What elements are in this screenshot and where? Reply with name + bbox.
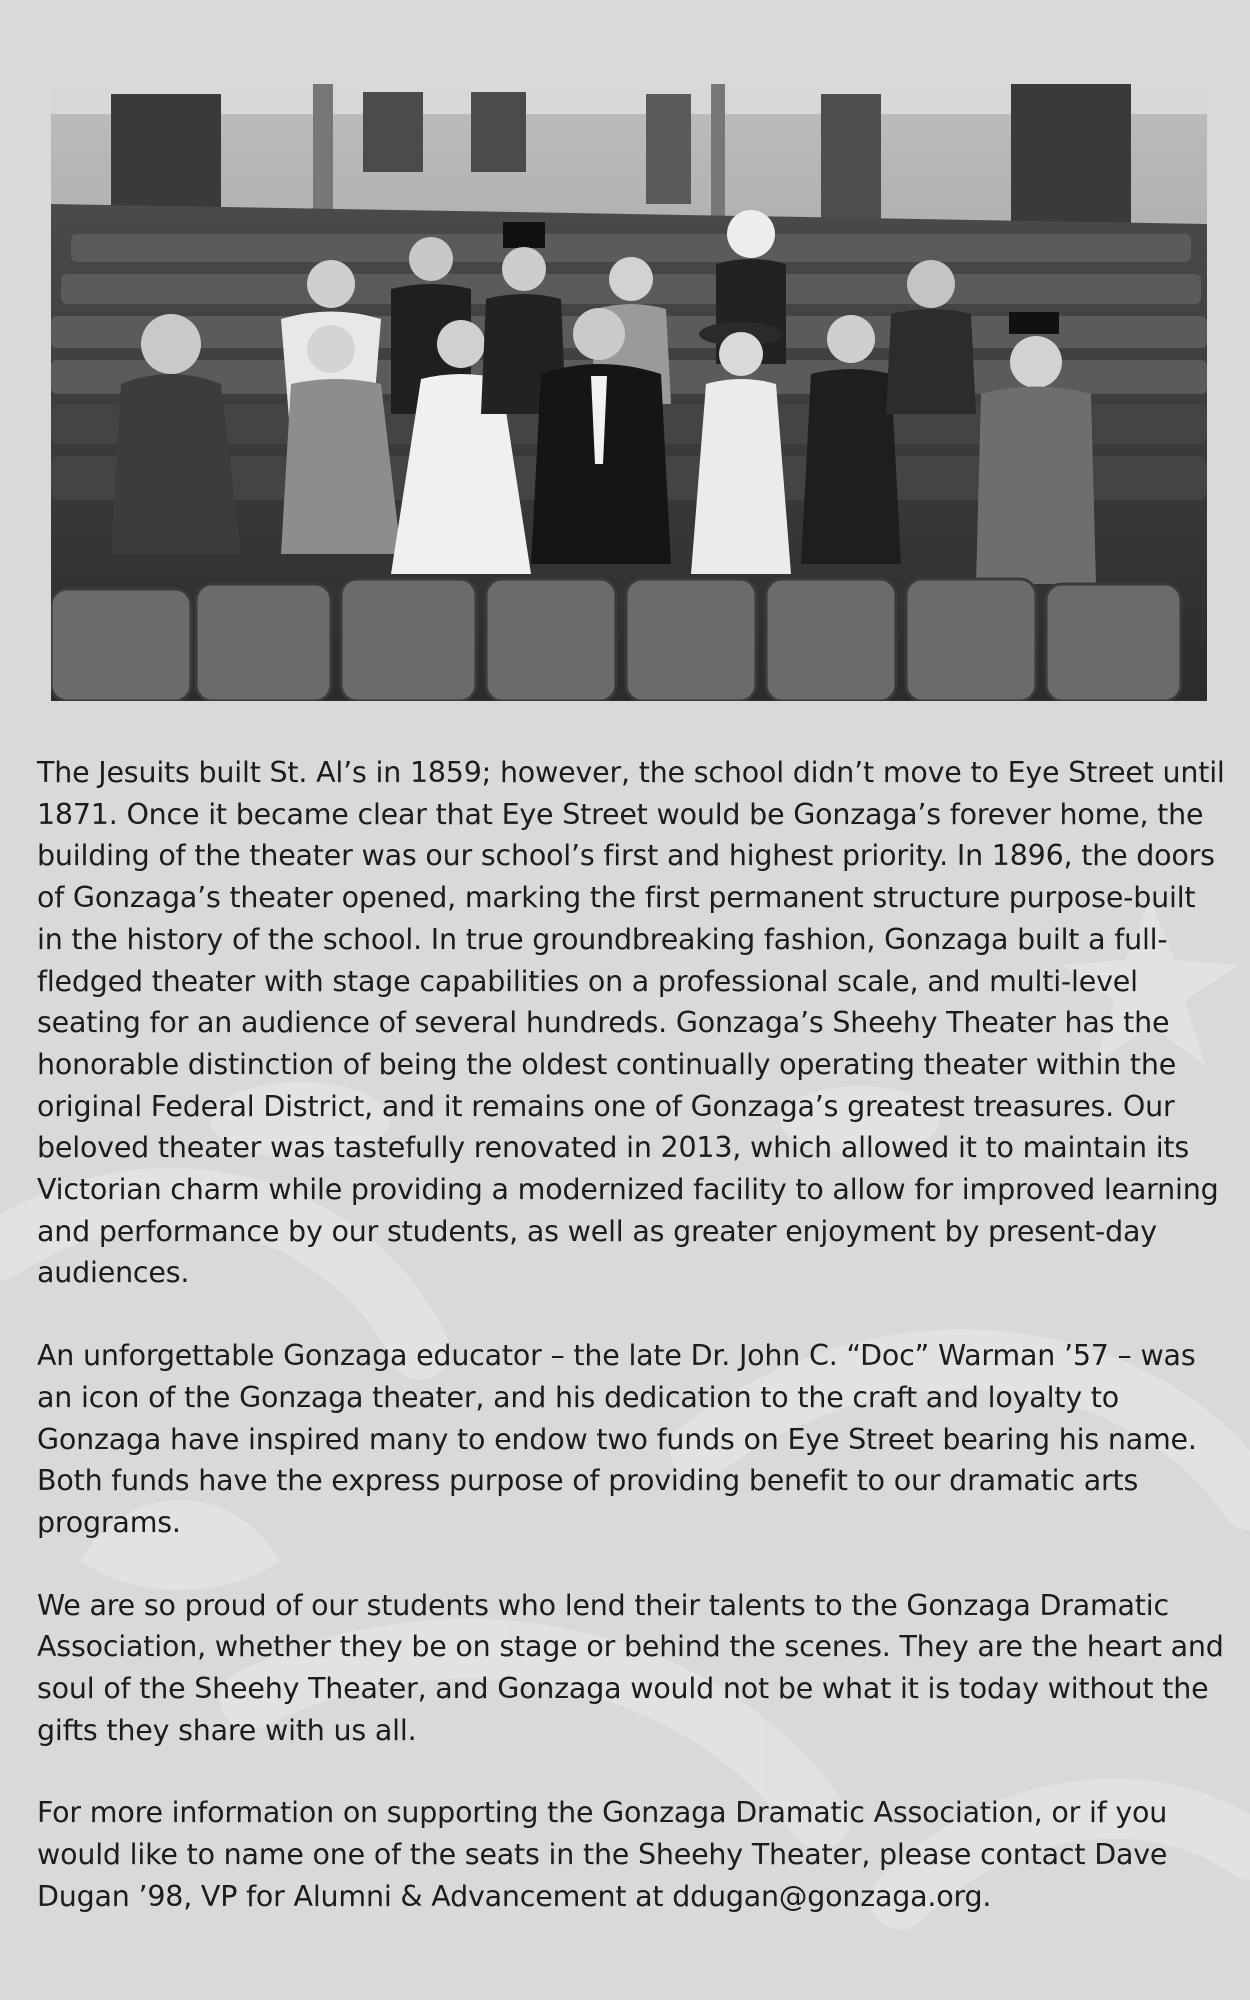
paragraph-students: We are so proud of our students who lend their talents to the Gonzaga Dramatic Association, whether they be on stage or behind the scenes. They are the heart and soul of the Sheehy Theater, and Gonzaga would not be what it is today without the gifts they share with us all. [37, 1588, 1224, 1747]
paragraph-contact: For more information on supporting the Gonzaga Dramatic Association, or if you would like to name one of the seats in the Sheehy Theater, please contact Dave Dugan ’98, VP for Alumni & Advancement at ddugan@gonzaga.org. [37, 1796, 1168, 1913]
paragraph-warman: An unforgettable Gonzaga educator – the late Dr. John C. “Doc” Warman ’57 – was an icon of the Gonzaga theater, and his dedication to the craft and loyalty to Gonzaga have inspired many to endow two funds on Eye Street bearing his name. Both funds have the express purpose of providing benefit to our dramatic arts programs. [37, 1339, 1197, 1539]
theater-group-photo [51, 84, 1207, 701]
paragraph-history: The Jesuits built St. Al’s in 1859; however, the school didn’t move to Eye Street until 1871. Once it became clear that Eye Street would be Gonzaga’s forever home, the building of the theater was our school’s first and highest priority. In 1896, the doors of Gonzaga’s theater opened, marking the first permanent structure purpose-built in the history of the school. In true groundbreaking fashion, Gonzaga built a full-fledged theater with stage capabilities on a professional scale, and multi-level seating for an audience of several hundreds. Gonzaga’s Sheehy Theater has the honorable distinction of being the oldest continually operating theater within the original Federal District, and it remains one of Gonzaga’s greatest treasures. Our beloved theater was tastefully renovated in 2013, which allowed it to maintain its Victorian charm while providing a modernized facility to allow for improved learning and performance by our students, as well as greater enjoyment by present-day audiences. [37, 756, 1225, 1290]
article-body [37, 752, 1227, 1959]
